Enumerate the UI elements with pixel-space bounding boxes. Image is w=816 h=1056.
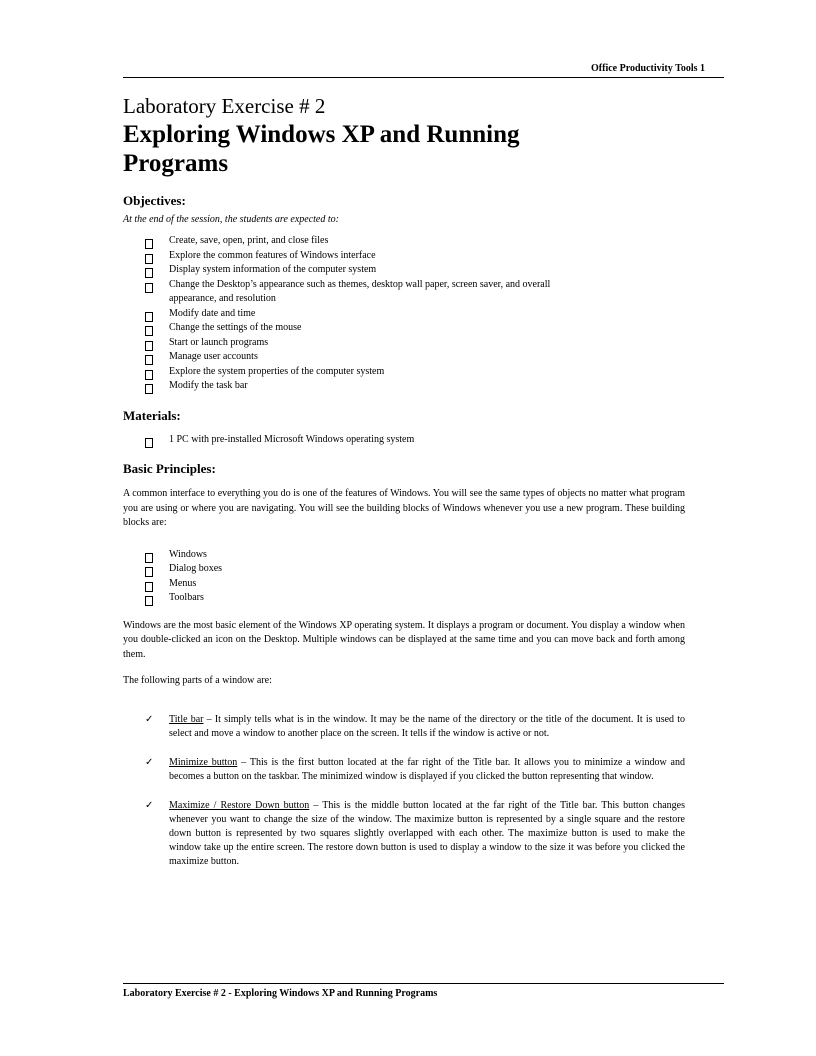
- checkbox-bullet-icon: [145, 567, 153, 577]
- main-title-line1: Exploring Windows XP and Running: [123, 121, 520, 148]
- checkbox-bullet-icon: [145, 239, 153, 249]
- principles-paragraph-3: The following parts of a window are:: [123, 675, 272, 686]
- list-item: ✓ Maximize / Restore Down button – This is the middle button located at the far right of the Title bar. This button changes whenever you want to change the size of the window. The maximize button is represented by a single square and the restore down button is represented by two squares slightly overlapped with each other. The maximize button is used to make the window take up the entire screen. The restore down button is used to display a window to the size it was before you clicked the maximize button.: [145, 799, 685, 867]
- part-term: Title bar: [169, 713, 204, 725]
- running-footer: Laboratory Exercise # 2 - Exploring Windows XP and Running Programs: [123, 988, 438, 999]
- list-item: Windows: [123, 548, 685, 563]
- list-item: Menus: [123, 577, 685, 592]
- checkbox-bullet-icon: [145, 268, 153, 278]
- principles-paragraph-2: Windows are the most basic element of the Windows XP operating system. It displays a program or document. You display a window when you double-clicked an icon on the Desktop. Multiple windows can be displayed at the same time and you can move back and forth among them.: [123, 619, 685, 660]
- checkbox-bullet-icon: [145, 438, 153, 448]
- main-title: [123, 120, 685, 178]
- lab-number: Laboratory Exercise # 2: [123, 94, 326, 118]
- list-item: Dialog boxes: [123, 562, 685, 577]
- part-term: Minimize button: [169, 756, 238, 768]
- basic-principles-heading: Basic Principles:: [123, 461, 216, 476]
- principles-paragraph-1: A common interface to everything you do is one of the features of Windows. You will see the same types of objects no matter what program you are using or where you are navigating. You will see the building blocks of Windows whenever you use a new program. These building blocks are:: [123, 488, 685, 528]
- list-item-continuation: appearance, and resolution: [169, 293, 276, 304]
- part-term: Maximize / Restore Down button: [169, 799, 310, 811]
- list-item: Explore the common features of Windows interface: [123, 249, 685, 264]
- list-item: 1 PC with pre-installed Microsoft Windows operating system: [123, 433, 685, 448]
- window-parts-list: [123, 713, 685, 869]
- list-item: Modify date and time: [123, 307, 685, 322]
- list-item: Change the settings of the mouse: [123, 321, 685, 336]
- list-item: Toolbars: [123, 591, 685, 606]
- list-item: Create, save, open, print, and close files: [123, 234, 685, 249]
- checkbox-bullet-icon: [145, 553, 153, 563]
- page-content: [123, 94, 685, 869]
- objectives-intro: At the end of the session, the students are expected to:: [123, 214, 339, 225]
- objectives-heading: Objectives:: [123, 193, 186, 208]
- checkmark-bullet-icon: ✓: [145, 756, 154, 768]
- checkbox-bullet-icon: [145, 254, 153, 264]
- checkbox-bullet-icon: [145, 326, 153, 336]
- checkbox-bullet-icon: [145, 582, 153, 592]
- checkbox-bullet-icon: [145, 355, 153, 365]
- main-title-line2: Programs: [123, 150, 229, 177]
- checkbox-bullet-icon: [145, 384, 153, 394]
- header-rule: [123, 77, 724, 78]
- building-blocks-list: [123, 548, 685, 606]
- checkmark-bullet-icon: ✓: [145, 713, 154, 725]
- materials-heading: Materials:: [123, 407, 181, 423]
- materials-list: [123, 433, 685, 448]
- checkmark-bullet-icon: ✓: [145, 799, 154, 811]
- footer-rule: [123, 983, 724, 984]
- list-item: Display system information of the computer system: [123, 263, 685, 278]
- list-item: ✓ Minimize button – This is the first button located at the far right of the Title bar. It allows you to minimize a window and becomes a button on the taskbar. The minimized window is displayed if you clicked the button representing that window.: [145, 756, 685, 782]
- list-item: Explore the system properties of the computer system: [123, 365, 685, 380]
- objectives-list: [123, 234, 685, 394]
- list-item: Manage user accounts: [123, 350, 685, 365]
- list-item: Start or launch programs: [123, 336, 685, 351]
- checkbox-bullet-icon: [145, 596, 153, 606]
- list-item: Modify the task bar: [123, 379, 685, 394]
- list-item: ✓ Title bar – It simply tells what is in the window. It may be the name of the directory or the title of the document. It is used to select and move a window to another place on the screen. It tells if the window is active or not.: [145, 713, 685, 739]
- checkbox-bullet-icon: [145, 312, 153, 322]
- checkbox-bullet-icon: [145, 341, 153, 351]
- checkbox-bullet-icon: [145, 283, 153, 293]
- list-item: Change the Desktop’s appearance such as themes, desktop wall paper, screen saver, and overall: [123, 278, 685, 293]
- checkbox-bullet-icon: [145, 370, 153, 380]
- running-header: Office Productivity Tools 1: [591, 63, 705, 74]
